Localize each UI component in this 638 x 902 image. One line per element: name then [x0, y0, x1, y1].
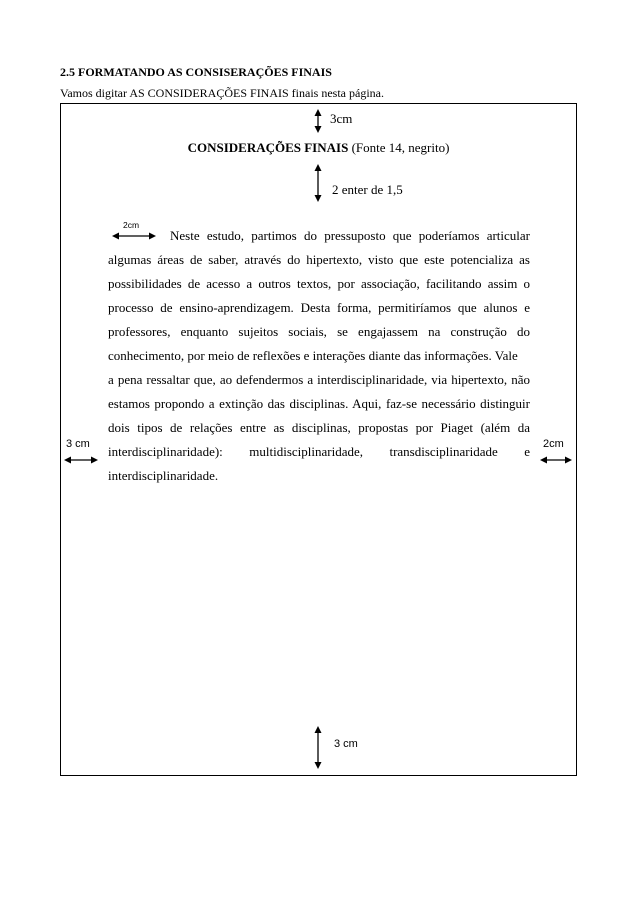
top-margin-label: 3cm — [330, 111, 353, 126]
paragraph-line: dois tipos de relações entre as disciplinas, propostas por Piaget (além da — [108, 420, 530, 435]
paragraph-line: conhecimento, por meio de reflexões e interações diante das informações. Vale — [108, 348, 518, 363]
paragraph-line: processo de ensino-aprendizagem. Desta forma, permitiríamos que alunos e — [108, 300, 530, 315]
paragraph-line: interdisciplinaridade. — [108, 468, 219, 483]
paragraph-line: professores, enquanto sujeitos sociais, se engajassem na construção do — [108, 324, 530, 339]
model-page-title — [60, 140, 577, 156]
model-title-note: (Fonte 14, negrito) — [351, 140, 450, 155]
paragraph-line: a pena ressaltar que, ao defendermos a interdisciplinaridade, via hipertexto, não — [108, 372, 530, 387]
paragraph-line: interdisciplinaridade): multidisciplinaridade, transdisciplinaridade e — [108, 444, 530, 459]
right-margin-label: 2cm — [543, 438, 564, 450]
paragraph-line: algumas áreas de saber, através do hipertexto, visto que este potencializa as — [108, 252, 530, 267]
title-spacing-label: 2 enter de 1,5 — [332, 182, 403, 197]
paragraph-line: Neste estudo, partimos do pressuposto que poderíamos articular — [170, 228, 530, 243]
indent-label: 2cm — [123, 220, 140, 230]
bottom-margin-label: 3 cm — [334, 738, 358, 750]
model-paragraph — [108, 224, 530, 488]
paragraph-line: estamos propondo a extinção das disciplinas. Aqui, faz-se necessário distinguir — [108, 396, 530, 411]
section-instruction: Vamos digitar AS CONSIDERAÇÕES FINAIS finais nesta página. — [60, 86, 384, 100]
section-heading: 2.5 FORMATANDO AS CONSISERAÇÕES FINAIS — [60, 65, 332, 79]
paragraph-line: possibilidades de acesso a outros textos, por associação, facilitando assim o — [108, 276, 530, 291]
left-margin-label: 3 cm — [66, 438, 90, 450]
model-title-bold: CONSIDERAÇÕES FINAIS — [187, 140, 349, 155]
